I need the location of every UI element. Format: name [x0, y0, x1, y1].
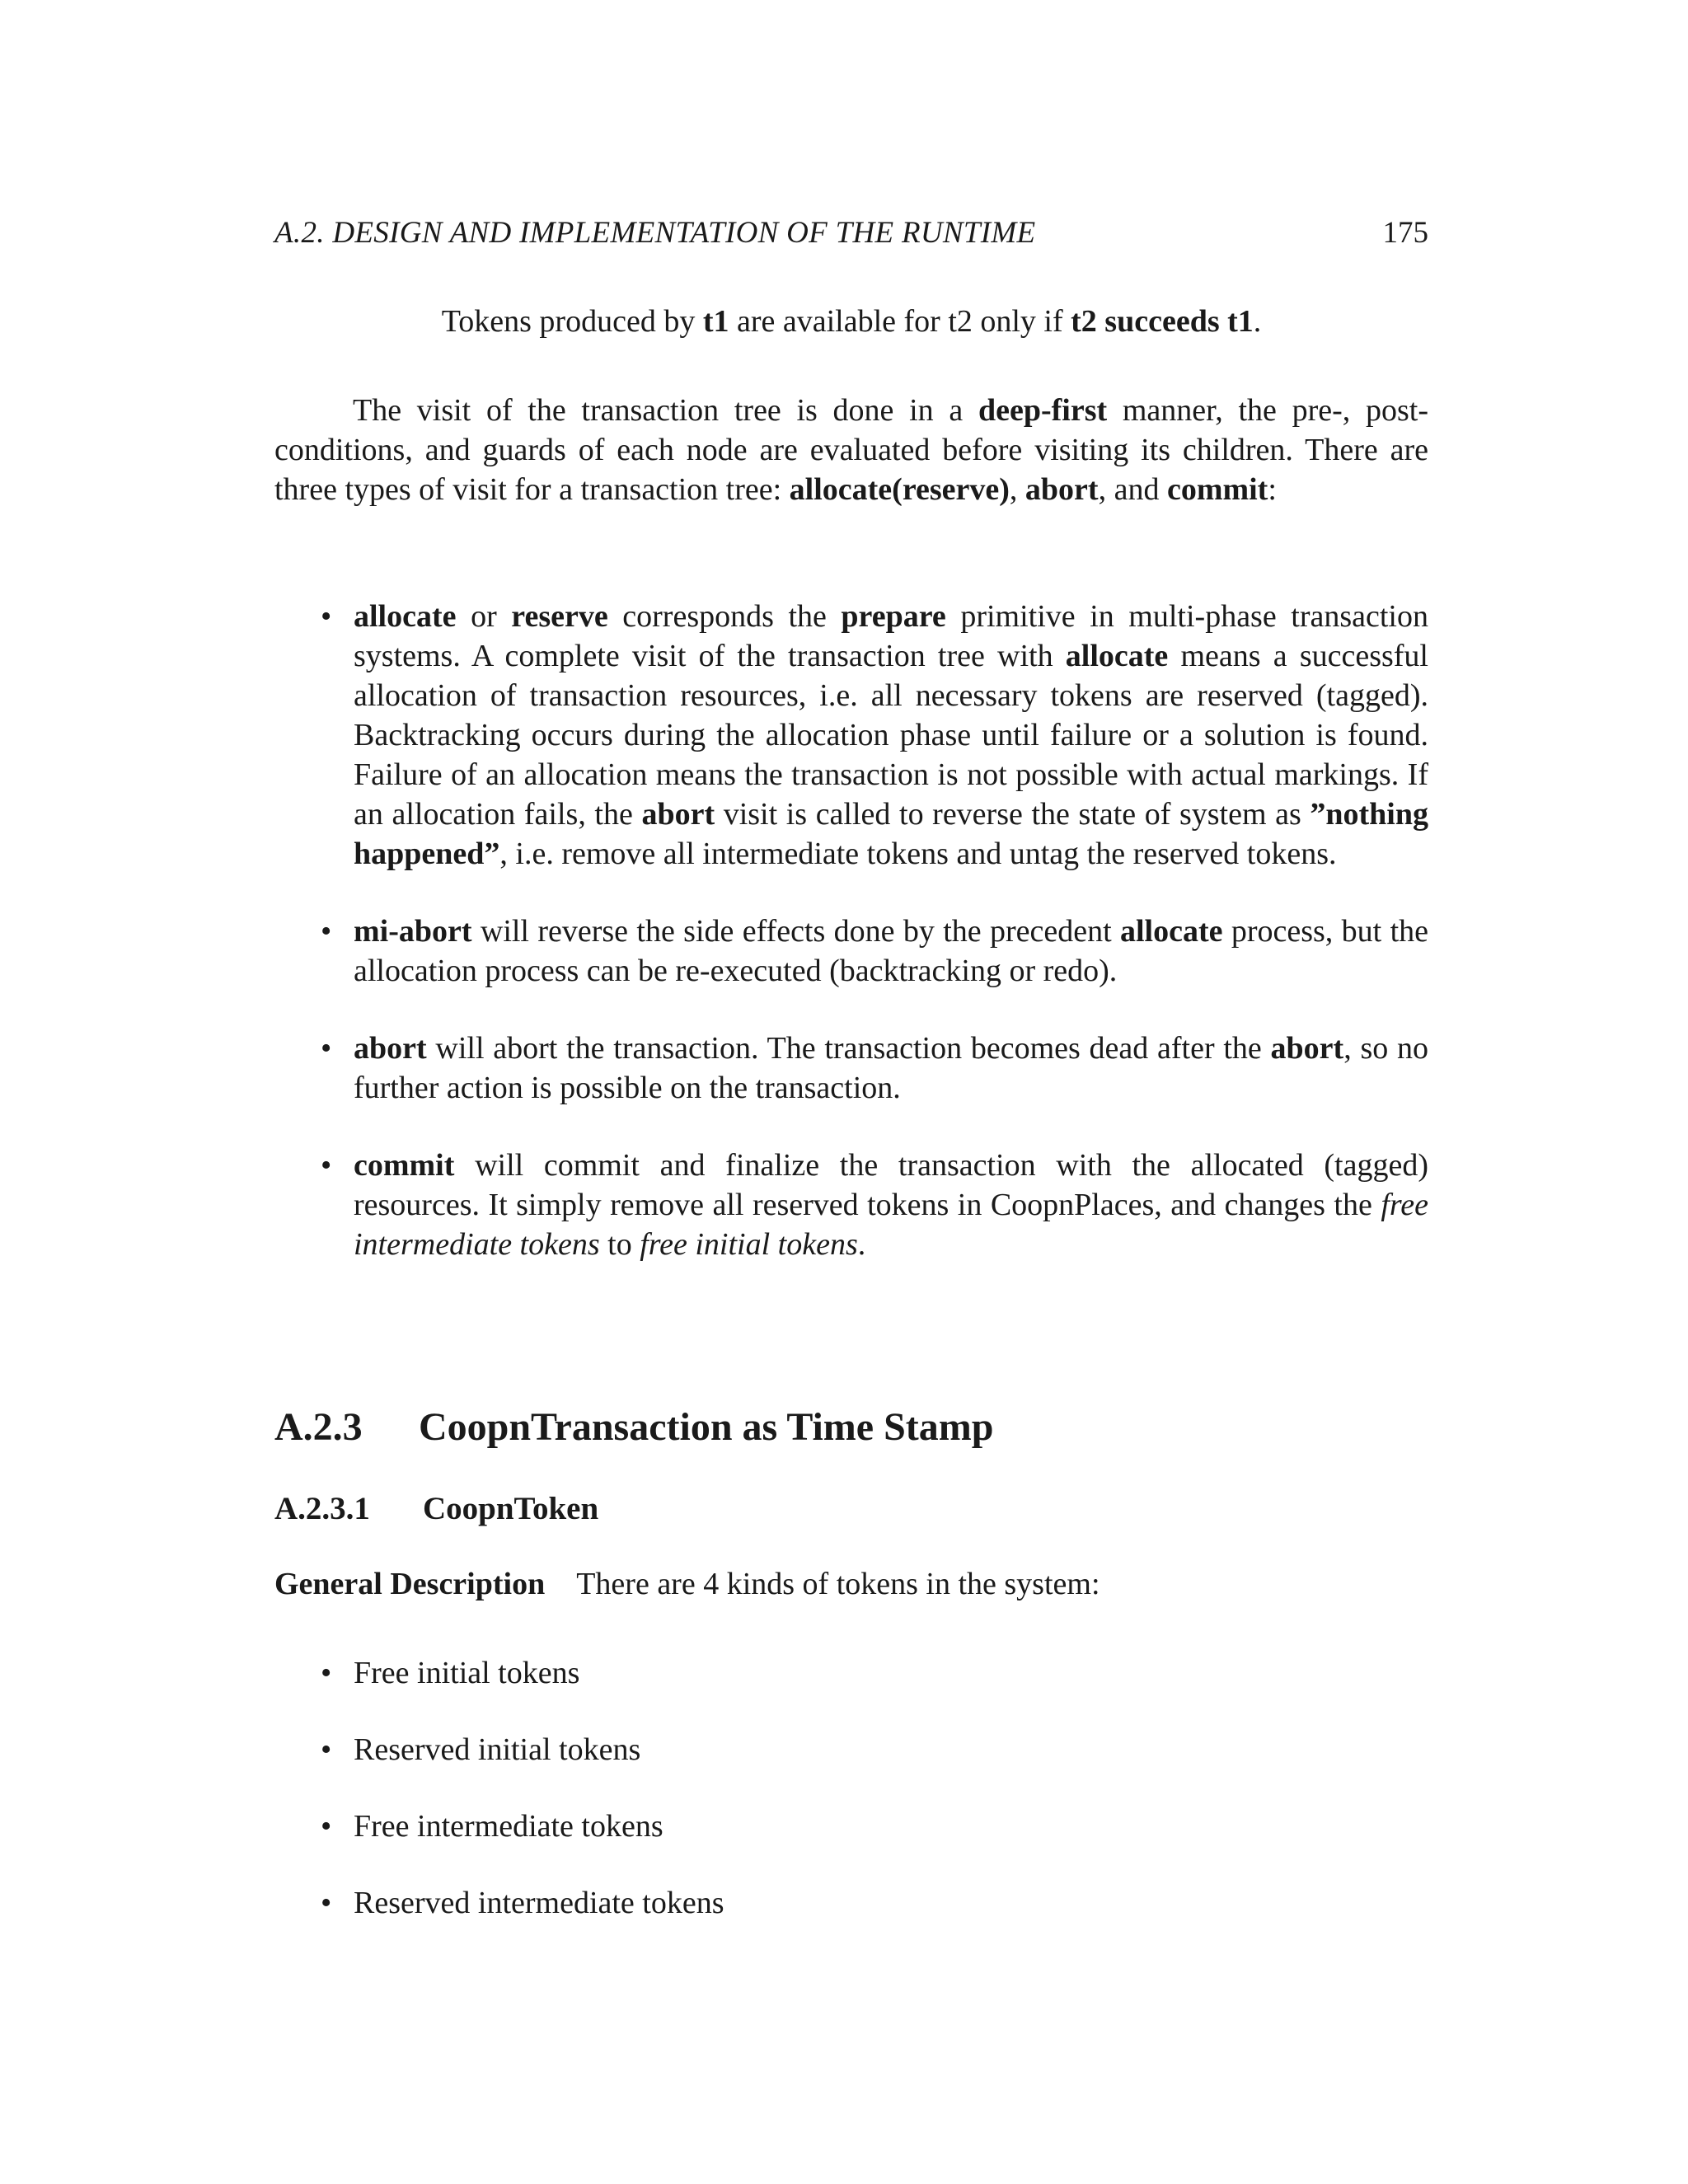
- para-text: , and: [1098, 472, 1167, 507]
- statement-bold-t2-succeeds-t1: t2 succeeds t1: [1071, 304, 1254, 339]
- bullet-icon: •: [321, 1886, 332, 1920]
- general-description-text: There are 4 kinds of tokens in the system:: [576, 1567, 1100, 1601]
- item-text: visit is called to reverse the state of system as: [715, 797, 1311, 832]
- item-text: to: [599, 1227, 640, 1262]
- statement-text: .: [1253, 304, 1262, 339]
- item-text: process, but the allocation process can be re-executed (backtracking or redo).: [354, 914, 1428, 988]
- para-text: The visit of the transaction tree is done in a: [353, 393, 978, 428]
- item-text: corresponds the: [607, 599, 842, 634]
- term-free-intermediate-tokens: free intermediate tokens: [354, 1188, 1428, 1262]
- item-text: .: [857, 1227, 866, 1262]
- para-text: manner, the pre-, post- conditions, and guards of each node are evaluated before visiting its children. There are three types of visit for a transaction tree:: [274, 393, 1428, 507]
- section-number: A.2.3: [274, 1405, 363, 1449]
- term-allocate: allocate: [354, 599, 457, 634]
- term-allocate: allocate: [1065, 639, 1169, 673]
- general-description: [274, 1564, 1428, 1604]
- item-text: primitive in multi-phase transaction systems. A complete visit of the transaction tree with: [354, 599, 1428, 673]
- document-page: [274, 0, 1428, 2184]
- bullet-icon: •: [321, 1148, 332, 1183]
- general-description-lead: General Description: [274, 1567, 546, 1601]
- subsection-title: CoopnToken: [423, 1491, 599, 1526]
- bullet-icon: •: [321, 1732, 332, 1767]
- list-item-abort: [274, 1029, 1428, 1108]
- term-abort: abort: [354, 1031, 427, 1066]
- statement-text: Tokens produced by: [441, 304, 703, 339]
- statement-bold-t1: t1: [702, 304, 729, 339]
- term-commit: commit: [1166, 472, 1268, 507]
- section-title: CoopnTransaction as Time Stamp: [419, 1405, 994, 1449]
- term-commit: commit: [354, 1148, 455, 1183]
- list-item-mi-abort: [274, 912, 1428, 991]
- list-item: [274, 1653, 1428, 1693]
- bullet-icon: •: [321, 1031, 332, 1066]
- para-text: :: [1268, 472, 1277, 507]
- term-nothing-happened: ”nothing happened”: [354, 797, 1428, 871]
- term-mi-abort: mi-abort: [354, 914, 472, 949]
- term-abort: abort: [641, 797, 715, 832]
- item-text: , i.e. remove all intermediate tokens and untag the reserved tokens.: [499, 837, 1337, 871]
- token-kind-label: Free initial tokens: [354, 1656, 580, 1690]
- token-kind-label: Reserved initial tokens: [354, 1732, 641, 1767]
- term-deep-first: deep-first: [978, 393, 1108, 428]
- bullet-icon: •: [321, 1656, 332, 1690]
- subsection-heading: [274, 1488, 1428, 1530]
- centered-statement: [274, 302, 1428, 341]
- visit-types-list: [274, 597, 1428, 1302]
- bullet-icon: •: [321, 1809, 332, 1844]
- item-text: , so no further action is possible on the transaction.: [354, 1031, 1428, 1105]
- subsection-number: A.2.3.1: [274, 1491, 370, 1526]
- item-text: will commit and finalize the transaction with the allocated (tagged) resources. It simply remove all reserved tokens in CoopnPlaces, and changes the: [354, 1148, 1428, 1222]
- paragraph-visit-description: [274, 391, 1428, 509]
- page-number: 175: [1382, 216, 1428, 250]
- running-header: [274, 213, 1428, 254]
- item-text: or: [456, 599, 512, 634]
- list-item: [274, 1730, 1428, 1769]
- term-prepare: prepare: [841, 599, 946, 634]
- token-kind-label: Reserved intermediate tokens: [354, 1886, 724, 1920]
- term-free-initial-tokens: free initial tokens: [640, 1227, 858, 1262]
- bullet-icon: •: [321, 599, 332, 634]
- list-item-commit: [274, 1146, 1428, 1264]
- header-section-title: A.2. DESIGN AND IMPLEMENTATION OF THE RUNTIME: [274, 216, 1036, 250]
- term-abort: abort: [1025, 472, 1099, 507]
- token-kind-label: Free intermediate tokens: [354, 1809, 663, 1844]
- list-item-allocate: [274, 597, 1428, 874]
- term-reserve: reserve: [511, 599, 608, 634]
- term-allocate-reserve: allocate(reserve): [789, 472, 1010, 507]
- list-item: [274, 1807, 1428, 1846]
- para-text: ,: [1009, 472, 1025, 507]
- bullet-icon: •: [321, 914, 332, 949]
- statement-text: are available for t2 only if: [729, 304, 1071, 339]
- term-allocate: allocate: [1119, 914, 1223, 949]
- item-text: will abort the transaction. The transaction becomes dead after the: [426, 1031, 1271, 1066]
- item-text: means a successful allocation of transaction resources, i.e. all necessary tokens are reserved (tagged). Backtracking occurs during the allocation phase until failure or a solution is found. Failure of an allocation means the transaction is not possible with actual markings. If an allocation fails, the: [354, 639, 1428, 832]
- item-text: will reverse the side effects done by the precedent: [471, 914, 1120, 949]
- token-kinds-list: [274, 1653, 1428, 1960]
- term-abort: abort: [1270, 1031, 1344, 1066]
- list-item: [274, 1883, 1428, 1923]
- section-heading: [274, 1403, 1428, 1452]
